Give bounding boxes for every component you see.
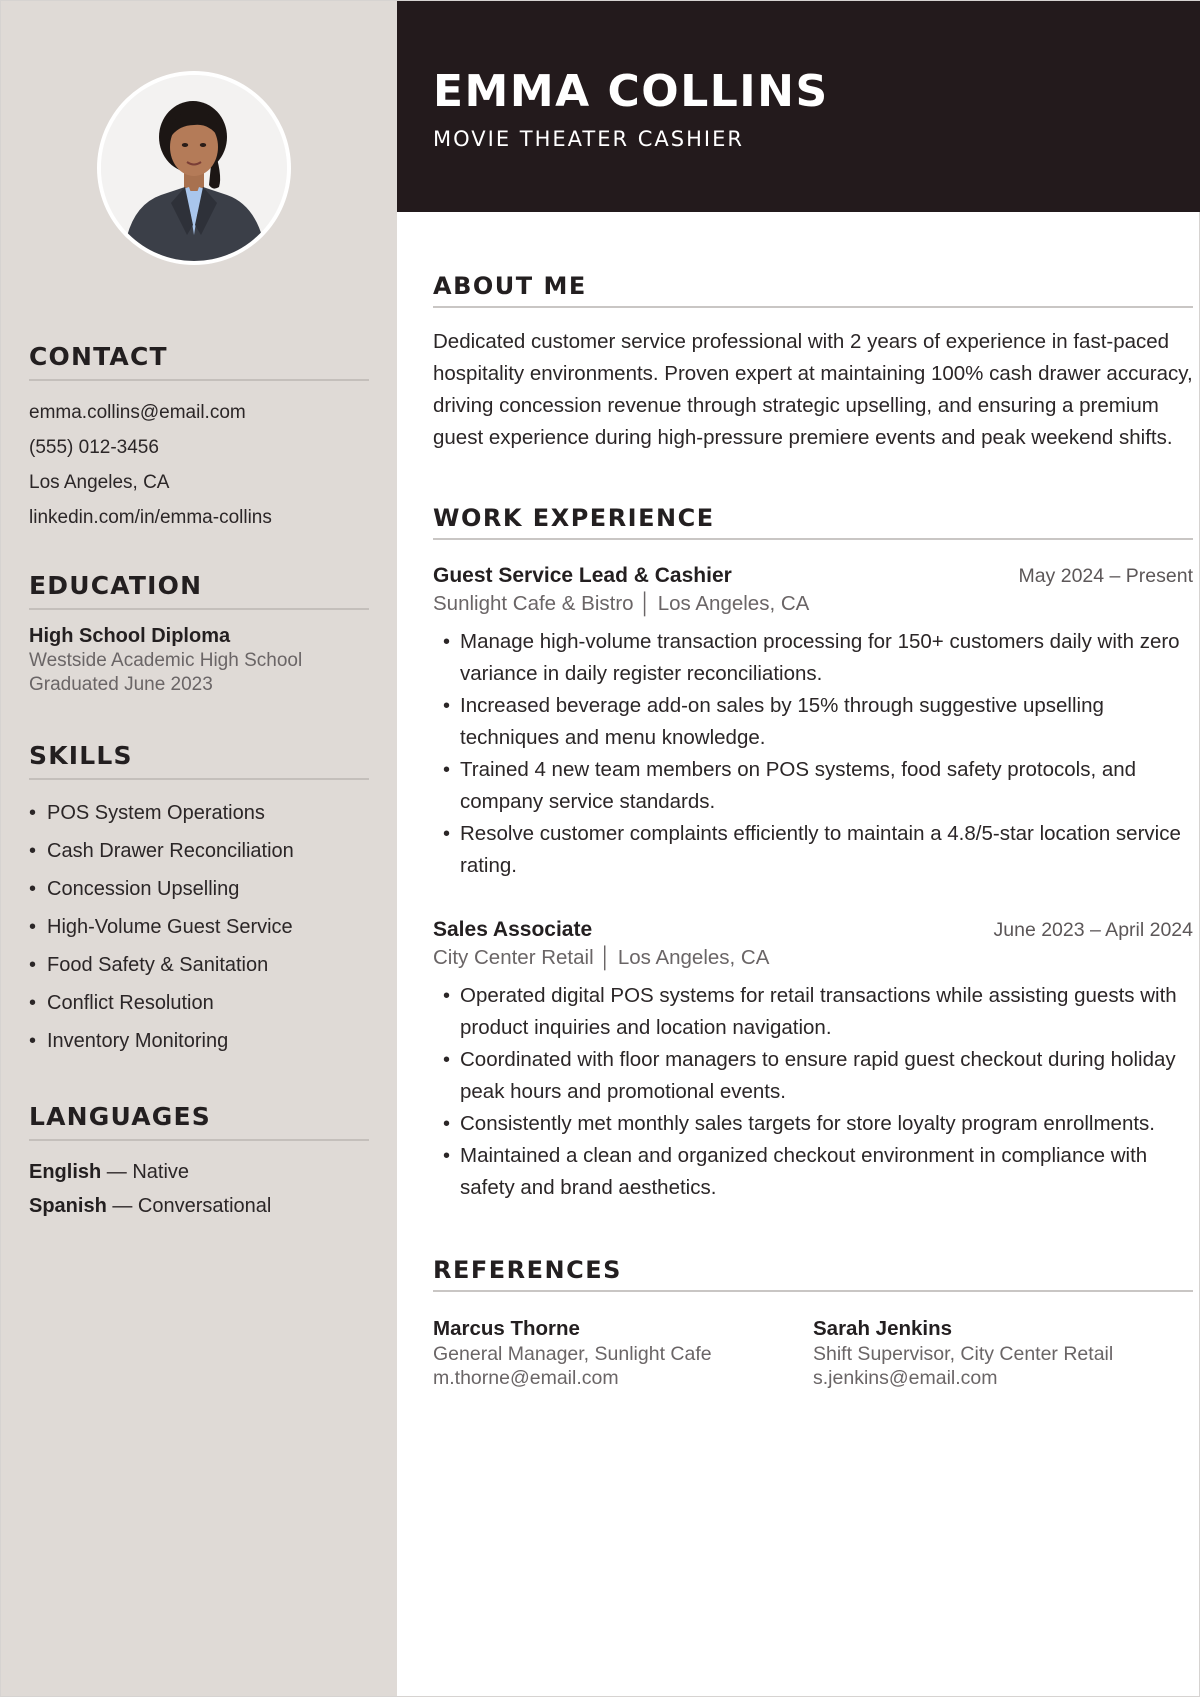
job-bullet-text: Coordinated with floor managers to ensure rapid guest checkout during holiday peak hours and promotional events. — [460, 1048, 1176, 1103]
about-heading: ABOUT ME — [433, 272, 1193, 308]
reference-name: Sarah Jenkins — [813, 1317, 953, 1340]
skill-item — [29, 832, 369, 870]
job-company: City Center Retail │ Los Angeles, CA — [433, 946, 770, 969]
job-bullet — [433, 690, 1193, 754]
job-dates: May 2024 – Present — [1018, 565, 1193, 587]
skill-label: Conflict Resolution — [47, 992, 214, 1014]
skill-label: Food Safety & Sanitation — [47, 954, 269, 976]
bullet-icon: • — [29, 878, 37, 900]
job-bullet-text: Increased beverage add-on sales by 15% through suggestive upselling techniques and menu knowledge. — [460, 694, 1104, 749]
language-level: — Conversational — [112, 1195, 272, 1217]
contact-heading: CONTACT — [29, 342, 369, 381]
job-bullet-text: Operated digital POS systems for retail transactions while assisting guests with product inquiries and location navigation. — [460, 984, 1177, 1039]
job-bullet — [433, 626, 1193, 690]
bullet-icon: • — [443, 1113, 451, 1135]
reference-name: Marcus Thorne — [433, 1317, 580, 1340]
job-bullet — [433, 754, 1193, 818]
bullet-icon: • — [443, 695, 451, 717]
job-entry — [433, 918, 1193, 1204]
work-experience-section — [433, 504, 1193, 1204]
contact-email[interactable]: emma.collins@email.com — [29, 402, 246, 423]
job-bullet-text: Maintained a clean and organized checkout environment in compliance with safety and brand aesthetics. — [460, 1144, 1148, 1199]
candidate-name: EMMA COLLINS — [433, 66, 829, 117]
about-section — [433, 272, 1193, 454]
sidebar — [1, 1, 397, 1696]
job-bullet-text: Manage high-volume transaction processing for 150+ customers daily with zero variance in daily register reconciliations. — [460, 630, 1180, 685]
skill-item — [29, 946, 369, 984]
job-company: Sunlight Cafe & Bistro │ Los Angeles, CA — [433, 592, 810, 615]
about-text: Dedicated customer service professional with 2 years of experience in fast-paced hospitality environments. Proven expert at maintaining 100% cash drawer accuracy, driving concession revenue through strategic upselling, and ensuring a premium guest experience during high-pressure premiere events and peak weekend shifts. — [433, 330, 1193, 449]
contact-section — [29, 342, 369, 535]
languages-heading: LANGUAGES — [29, 1102, 369, 1141]
bullet-icon: • — [29, 954, 37, 976]
candidate-title: MOVIE THEATER CASHIER — [433, 127, 744, 151]
job-role: Guest Service Lead & Cashier — [433, 564, 732, 587]
skills-list — [29, 794, 369, 1060]
bullet-icon: • — [443, 823, 451, 845]
reference-card — [433, 1316, 813, 1390]
bullet-icon: • — [443, 985, 451, 1007]
job-dates: June 2023 – April 2024 — [993, 919, 1193, 941]
skill-item — [29, 870, 369, 908]
profile-photo-illustration — [101, 75, 287, 261]
skill-item — [29, 794, 369, 832]
job-bullets — [433, 626, 1193, 882]
reference-role: General Manager, Sunlight Cafe — [433, 1343, 712, 1365]
bullet-icon: • — [443, 1049, 451, 1071]
profile-photo — [101, 75, 287, 261]
skill-label: Inventory Monitoring — [47, 1030, 229, 1052]
education-heading: EDUCATION — [29, 571, 369, 610]
main-content — [397, 212, 1200, 1390]
bullet-icon: • — [29, 916, 37, 938]
skill-item — [29, 908, 369, 946]
bullet-icon: • — [29, 992, 37, 1014]
language-item — [29, 1189, 369, 1223]
job-bullet-text: Trained 4 new team members on POS systems, food safety protocols, and company service standards. — [460, 758, 1137, 813]
bullet-icon: • — [443, 631, 451, 653]
education-degree: High School Diploma — [29, 625, 231, 647]
reference-email[interactable]: s.jenkins@email.com — [813, 1367, 998, 1389]
job-bullet-text: Resolve customer complaints efficiently to maintain a 4.8/5-star location service rating. — [460, 822, 1181, 877]
bullet-icon: • — [29, 802, 37, 824]
profile-photo-frame — [97, 71, 291, 265]
education-graduated: Graduated June 2023 — [29, 674, 213, 695]
languages-section — [29, 1102, 369, 1223]
contact-phone[interactable]: (555) 012-3456 — [29, 437, 159, 458]
job-role: Sales Associate — [433, 918, 593, 941]
job-header — [433, 564, 1193, 588]
skills-heading: SKILLS — [29, 741, 369, 780]
job-bullet-text: Consistently met monthly sales targets for store loyalty program enrollments. — [460, 1112, 1155, 1135]
skill-label: POS System Operations — [47, 802, 265, 824]
job-bullet — [433, 818, 1193, 882]
education-section — [29, 571, 369, 697]
bullet-icon: • — [29, 840, 37, 862]
references-grid — [433, 1316, 1193, 1390]
contact-location: Los Angeles, CA — [29, 472, 170, 493]
skill-label: High-Volume Guest Service — [47, 916, 293, 938]
skill-item — [29, 984, 369, 1022]
languages-list — [29, 1155, 369, 1223]
reference-card — [813, 1316, 1193, 1390]
skill-item — [29, 1022, 369, 1060]
reference-role: Shift Supervisor, City Center Retail — [813, 1343, 1114, 1365]
language-name: Spanish — [29, 1195, 107, 1217]
work-experience-heading: WORK EXPERIENCE — [433, 504, 1193, 540]
resume-header — [397, 1, 1200, 212]
job-bullet — [433, 1140, 1193, 1204]
skill-label: Concession Upselling — [47, 878, 240, 900]
main-column — [397, 1, 1200, 1696]
references-section — [433, 1256, 1193, 1390]
job-entry — [433, 564, 1193, 882]
job-bullet — [433, 1044, 1193, 1108]
skill-label: Cash Drawer Reconciliation — [47, 840, 294, 862]
education-school: Westside Academic High School — [29, 650, 303, 671]
language-item — [29, 1155, 369, 1189]
references-heading: REFERENCES — [433, 1256, 1193, 1292]
language-level: — Native — [106, 1161, 190, 1183]
job-header — [433, 918, 1193, 942]
contact-list — [29, 395, 369, 535]
skills-section — [29, 741, 369, 1060]
bullet-icon: • — [29, 1030, 37, 1052]
job-bullet — [433, 1108, 1193, 1140]
bullet-icon: • — [443, 1145, 451, 1167]
job-bullet — [433, 980, 1193, 1044]
reference-email[interactable]: m.thorne@email.com — [433, 1367, 619, 1389]
bullet-icon: • — [443, 759, 451, 781]
language-name: English — [29, 1161, 102, 1183]
contact-linkedin[interactable]: linkedin.com/in/emma-collins — [29, 507, 272, 528]
job-bullets — [433, 980, 1193, 1204]
